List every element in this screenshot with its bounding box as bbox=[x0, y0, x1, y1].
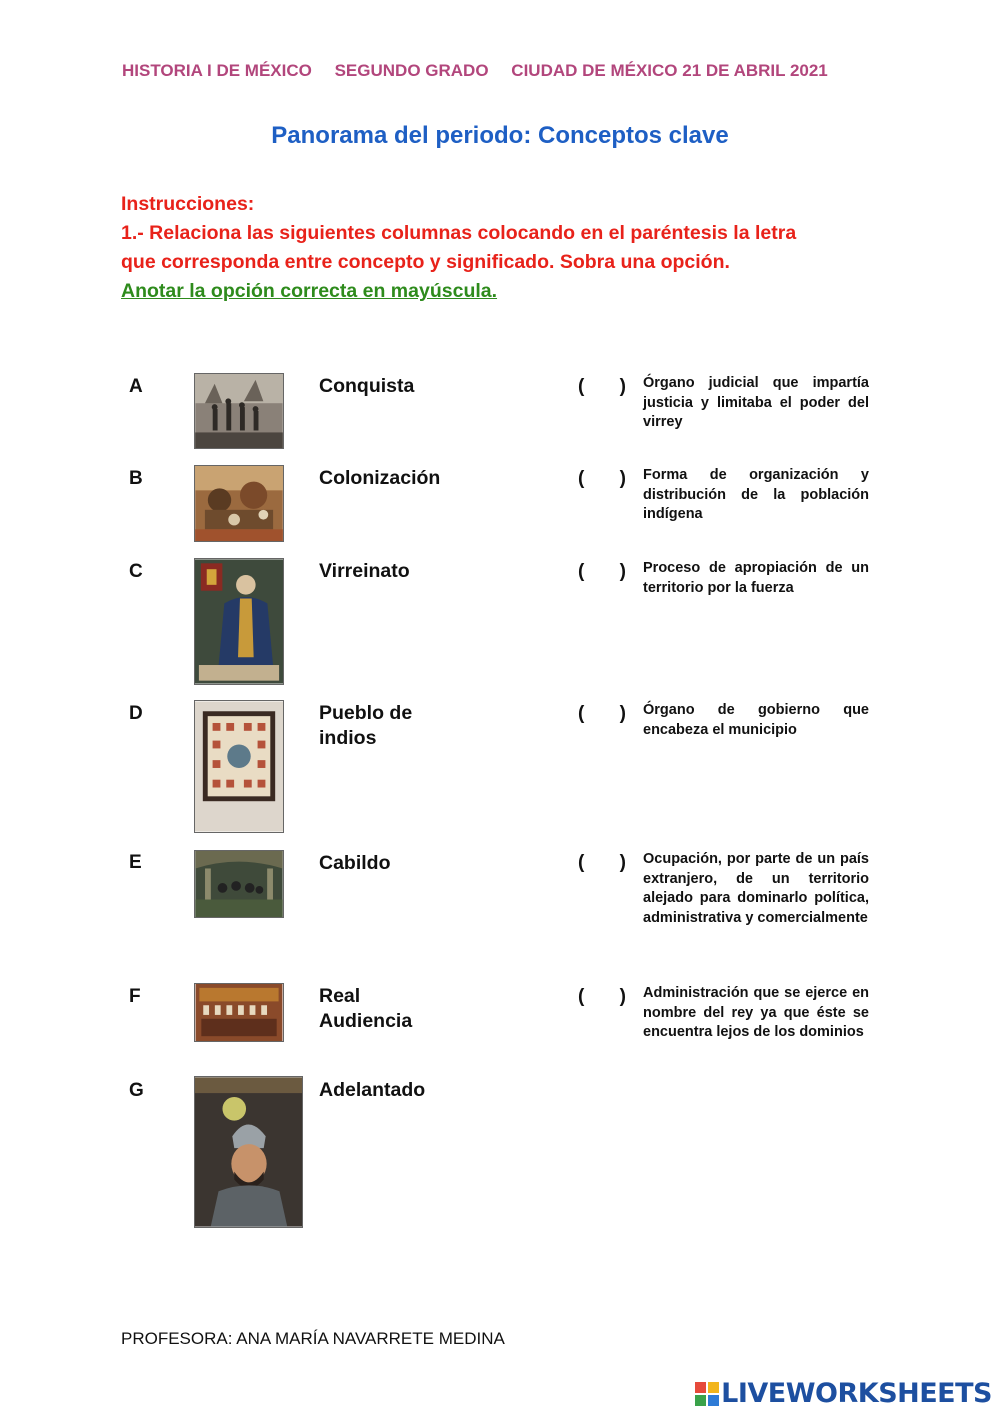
answer-parens-1: ( ) bbox=[578, 376, 626, 397]
answer-input-5[interactable] bbox=[590, 853, 618, 877]
instructions-note: Anotar la opción correcta en mayúscula. bbox=[121, 280, 498, 302]
concept-letter-g: G bbox=[129, 1080, 144, 1101]
meaning-5: Ocupación, por parte de un país extranjero, de un territorio alejado para dominarlo política, administrativa y comercialmente bbox=[643, 851, 869, 926]
concept-c: Virreinato bbox=[319, 560, 410, 582]
concept-d: Pueblo de indios bbox=[319, 702, 413, 749]
instructions-line-1: 1.- Relaciona las siguientes columnas colocando en el paréntesis la letra bbox=[121, 222, 797, 244]
concept-letter-e: E bbox=[129, 852, 142, 873]
answer-input-4[interactable] bbox=[590, 704, 618, 728]
meaning-2: Forma de organización y distribución de la población indígena bbox=[643, 467, 869, 522]
liveworksheets-logo-icon bbox=[695, 1382, 719, 1406]
concept-e: Cabildo bbox=[319, 852, 391, 874]
teacher-name: PROFESORA: ANA MARÍA NAVARRETE MEDINA bbox=[121, 1329, 505, 1348]
document-header bbox=[122, 61, 846, 81]
concept-letter-f: F bbox=[129, 986, 141, 1007]
concept-letter-d: D bbox=[129, 703, 143, 724]
answer-parens-5: ( ) bbox=[578, 852, 626, 873]
answer-input-1[interactable] bbox=[590, 377, 618, 401]
liveworksheets-text: LIVEWORKSHEETS bbox=[721, 1378, 992, 1409]
virreinato-image bbox=[194, 558, 284, 685]
header-subject: HISTORIA I DE MÉXICO bbox=[122, 61, 312, 80]
answer-parens-4: ( ) bbox=[578, 703, 626, 724]
adelantado-image bbox=[194, 1076, 303, 1228]
concept-a: Conquista bbox=[319, 375, 415, 397]
cabildo-image bbox=[194, 850, 284, 918]
meaning-3: Proceso de apropiación de un territorio por la fuerza bbox=[643, 560, 869, 596]
meaning-4: Órgano de gobierno que encabeza el municipio bbox=[643, 702, 869, 738]
concept-letter-b: B bbox=[129, 468, 143, 489]
conquista-image bbox=[194, 373, 284, 449]
liveworksheets-brand[interactable] bbox=[695, 1378, 992, 1409]
instructions bbox=[121, 190, 901, 306]
answer-input-2[interactable] bbox=[590, 469, 618, 493]
instructions-line-2: que corresponda entre concepto y significado. Sobra una opción. bbox=[121, 251, 730, 273]
page-title: Panorama del periodo: Conceptos clave bbox=[271, 122, 729, 149]
answer-input-6[interactable] bbox=[590, 987, 618, 1011]
answer-parens-6: ( ) bbox=[578, 986, 626, 1007]
meaning-6: Administración que se ejerce en nombre del rey ya que éste se encuentra lejos de los dominios bbox=[643, 985, 869, 1040]
meaning-1: Órgano judicial que impartía justicia y limitaba el poder del virrey bbox=[643, 375, 869, 430]
real-audiencia-image bbox=[194, 983, 284, 1042]
answer-parens-2: ( ) bbox=[578, 468, 626, 489]
concept-f: Real Audiencia bbox=[319, 985, 413, 1032]
header-grade: SEGUNDO GRADO bbox=[334, 61, 489, 80]
answer-parens-3: ( ) bbox=[578, 561, 626, 582]
concept-letter-c: C bbox=[129, 561, 143, 582]
concept-letter-a: A bbox=[129, 376, 143, 397]
answer-input-3[interactable] bbox=[590, 562, 618, 586]
concept-g: Adelantado bbox=[319, 1079, 426, 1101]
header-place-date: CIUDAD DE MÉXICO 21 DE ABRIL 2021 bbox=[511, 61, 828, 80]
colonizacion-image bbox=[194, 465, 284, 542]
concept-b: Colonización bbox=[319, 467, 441, 489]
pueblo-de-indios-image bbox=[194, 700, 284, 833]
instructions-heading: Instrucciones: bbox=[121, 193, 255, 215]
